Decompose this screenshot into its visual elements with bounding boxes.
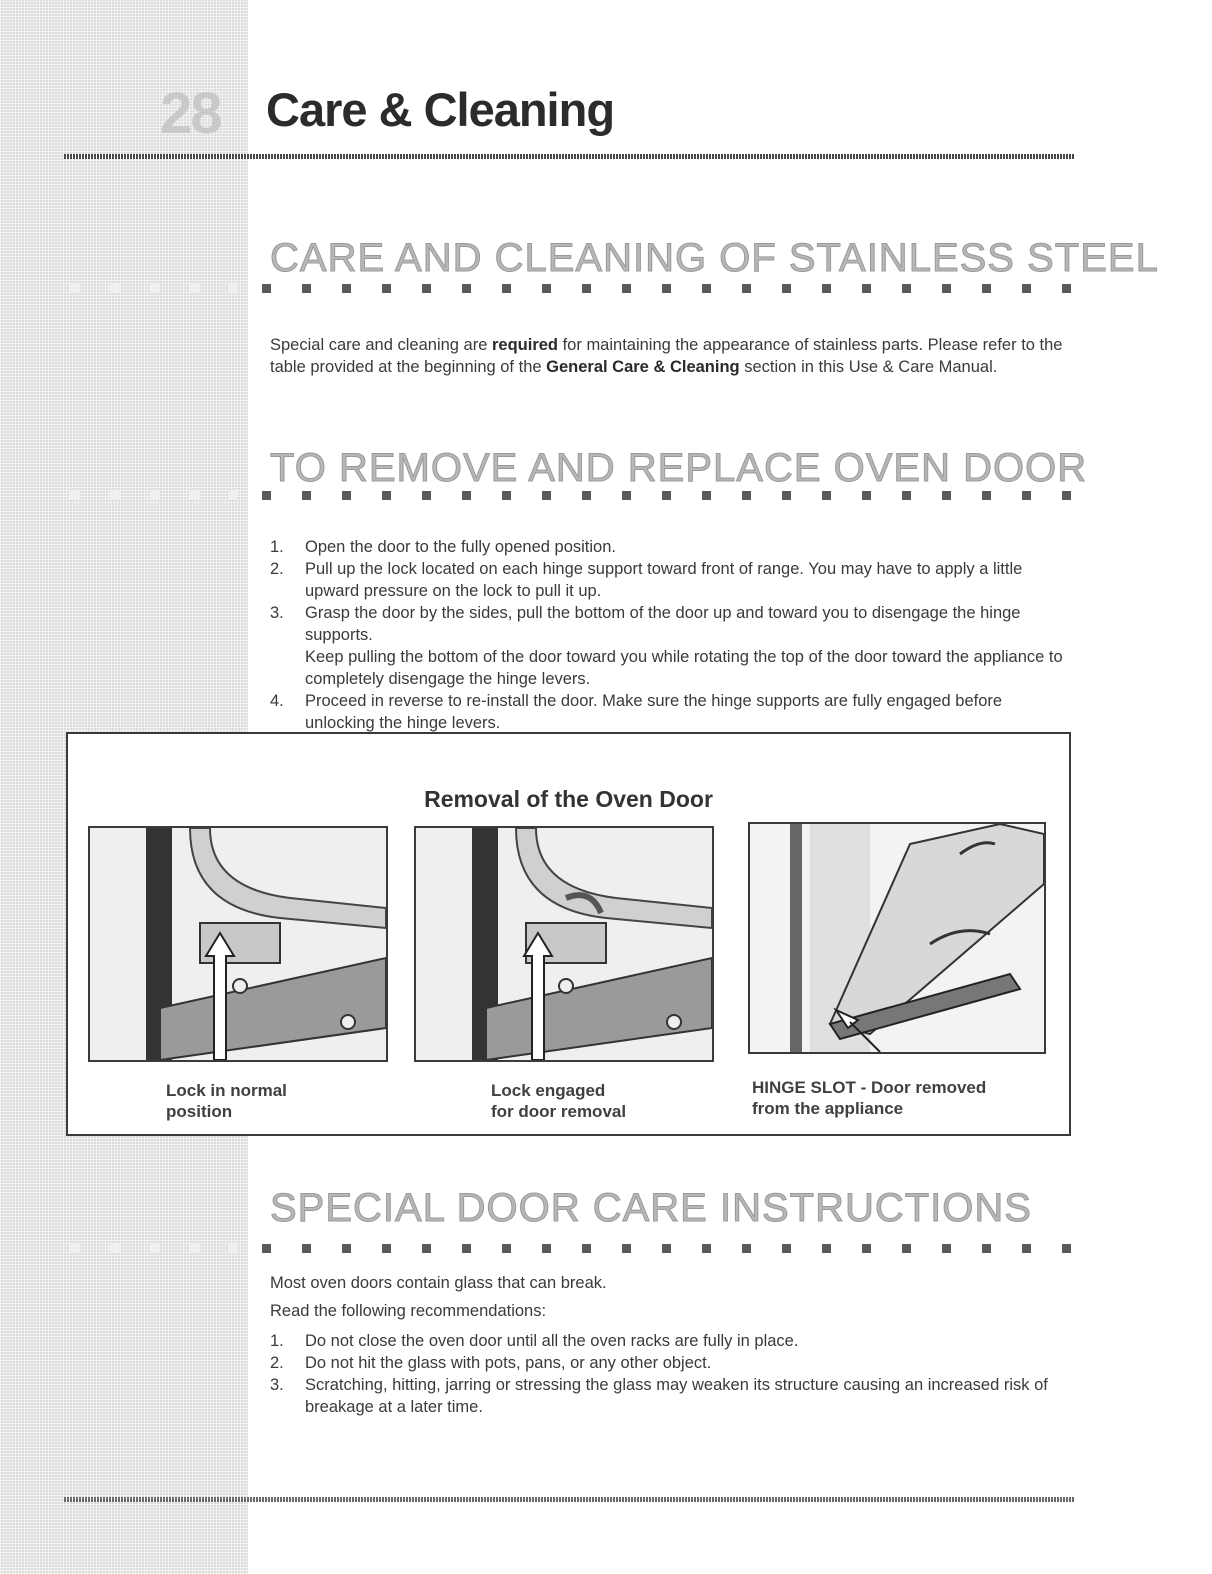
separator-dot — [822, 491, 831, 500]
separator-dot — [942, 284, 951, 293]
separator-dot — [862, 284, 871, 293]
side-dots — [70, 490, 240, 500]
separator-dot — [742, 1244, 751, 1253]
separator-dot — [342, 491, 351, 500]
list-item: 3. Grasp the door by the sides, pull the bottom of the door up and toward you to disengage the hinge supports. Keep pulling the bottom of the door toward you while rotating the top of the door toward the appliance to completely disengage the hinge levers. — [270, 604, 1063, 688]
separator-dot — [302, 1244, 311, 1253]
separator-dot — [542, 284, 551, 293]
stainless-paragraph: Special care and cleaning are required for maintaining the appearance of stainless parts. Please refer to the table provided at the beginning of the General Care & Cleaning section in this Use & Care Manual. — [270, 336, 1063, 376]
separator-dot — [302, 491, 311, 500]
separator-dot — [1022, 1244, 1031, 1253]
illustration-lock-engaged — [414, 826, 714, 1062]
caption-lock-normal: Lock in normal position — [166, 1081, 287, 1121]
separator-dot — [1022, 491, 1031, 500]
separator-dot — [622, 1244, 631, 1253]
separator-dot — [982, 284, 991, 293]
separator-dot — [902, 491, 911, 500]
caption-hinge-slot: HINGE SLOT - Door removed from the appliance — [752, 1078, 987, 1118]
separator-dot — [622, 491, 631, 500]
separator-dot — [782, 284, 791, 293]
separator-dot — [742, 284, 751, 293]
special-door-steps — [270, 1330, 1070, 1418]
page-number: 28 — [160, 81, 221, 146]
separator-dot — [902, 284, 911, 293]
bold-general-care: General Care & Cleaning — [546, 358, 740, 376]
separator-dot — [342, 1244, 351, 1253]
separator-dot — [982, 491, 991, 500]
separator-dot — [822, 1244, 831, 1253]
heading-special-door-care: SPECIAL DOOR CARE INSTRUCTIONS — [270, 1186, 1032, 1230]
separator-dot — [702, 1244, 711, 1253]
separator-dot — [782, 1244, 791, 1253]
separator-dot — [262, 1244, 271, 1253]
special-door-intro-2: Read the following recommendations: — [270, 1302, 547, 1320]
separator-dot — [502, 491, 511, 500]
caption-lock-engaged: Lock engaged for door removal — [491, 1081, 627, 1121]
list-item: 1. Do not close the oven door until all the oven racks are fully in place. — [270, 1332, 799, 1350]
separator-dot — [662, 491, 671, 500]
list-item: 2. Do not hit the glass with pots, pans, or any other object. — [270, 1354, 712, 1372]
separator-dot — [982, 1244, 991, 1253]
separator-dot — [1062, 1244, 1071, 1253]
figure-oven-door-removal — [66, 732, 1071, 1136]
separator-dot — [302, 284, 311, 293]
separator-dot — [1062, 284, 1071, 293]
separator-dot — [862, 1244, 871, 1253]
separator-dot — [1062, 491, 1071, 500]
separator-dot — [702, 284, 711, 293]
illustration-lock-normal — [88, 826, 388, 1062]
heading-stainless-steel: CARE AND CLEANING OF STAINLESS STEEL — [270, 236, 1159, 280]
separator-dot — [582, 1244, 591, 1253]
separator-dot — [702, 491, 711, 500]
separator-dot — [542, 1244, 551, 1253]
separator-dot — [542, 491, 551, 500]
list-item: 2. Pull up the lock located on each hinge support toward front of range. You may have to apply a little upward pressure on the lock to pull it up. — [270, 560, 1023, 600]
separator-dot — [382, 284, 391, 293]
chapter-title: Care & Cleaning — [266, 83, 615, 136]
separator-dot — [782, 491, 791, 500]
heading-dot-row — [262, 284, 1072, 294]
separator-dot — [262, 491, 271, 500]
special-door-intro-1: Most oven doors contain glass that can break. — [270, 1274, 607, 1292]
hinge-lock-normal-illustration — [90, 828, 386, 1060]
separator-dot — [942, 1244, 951, 1253]
bold-required: required — [491, 336, 559, 354]
top-divider — [64, 154, 1074, 159]
separator-dot — [862, 491, 871, 500]
separator-dot — [502, 284, 511, 293]
separator-dot — [742, 491, 751, 500]
list-item: 1. Open the door to the fully opened position. — [270, 538, 616, 556]
separator-dot — [342, 284, 351, 293]
separator-dot — [462, 1244, 471, 1253]
figure-title: Removal of the Oven Door — [424, 786, 713, 812]
heading-remove-door: TO REMOVE AND REPLACE OVEN DOOR — [270, 446, 1088, 490]
separator-dot — [822, 284, 831, 293]
list-item: 3. Scratching, hitting, jarring or stressing the glass may weaken its structure causing an increased risk of breakage at a later time. — [270, 1376, 1048, 1416]
separator-dot — [902, 1244, 911, 1253]
separator-dot — [422, 1244, 431, 1253]
separator-dot — [462, 284, 471, 293]
separator-dot — [382, 1244, 391, 1253]
side-dots — [70, 1243, 240, 1253]
heading-dot-row — [262, 1244, 1072, 1254]
separator-dot — [582, 491, 591, 500]
hinge-lock-engaged-illustration — [416, 828, 712, 1060]
heading-dot-row — [262, 491, 1072, 501]
separator-dot — [462, 491, 471, 500]
separator-dot — [662, 284, 671, 293]
illustration-hinge-slot — [748, 822, 1046, 1054]
side-dots — [70, 283, 240, 293]
separator-dot — [622, 284, 631, 293]
separator-dot — [942, 491, 951, 500]
separator-dot — [422, 284, 431, 293]
list-item: 4. Proceed in reverse to re-install the door. Make sure the hinge supports are fully engaged before unlocking the hinge levers. — [270, 692, 1003, 732]
separator-dot — [662, 1244, 671, 1253]
separator-dot — [502, 1244, 511, 1253]
separator-dot — [582, 284, 591, 293]
remove-door-steps — [270, 536, 1074, 734]
separator-dot — [422, 491, 431, 500]
separator-dot — [262, 284, 271, 293]
separator-dot — [382, 491, 391, 500]
door-removed-illustration — [750, 824, 1044, 1052]
bottom-divider — [64, 1497, 1074, 1502]
separator-dot — [1022, 284, 1031, 293]
